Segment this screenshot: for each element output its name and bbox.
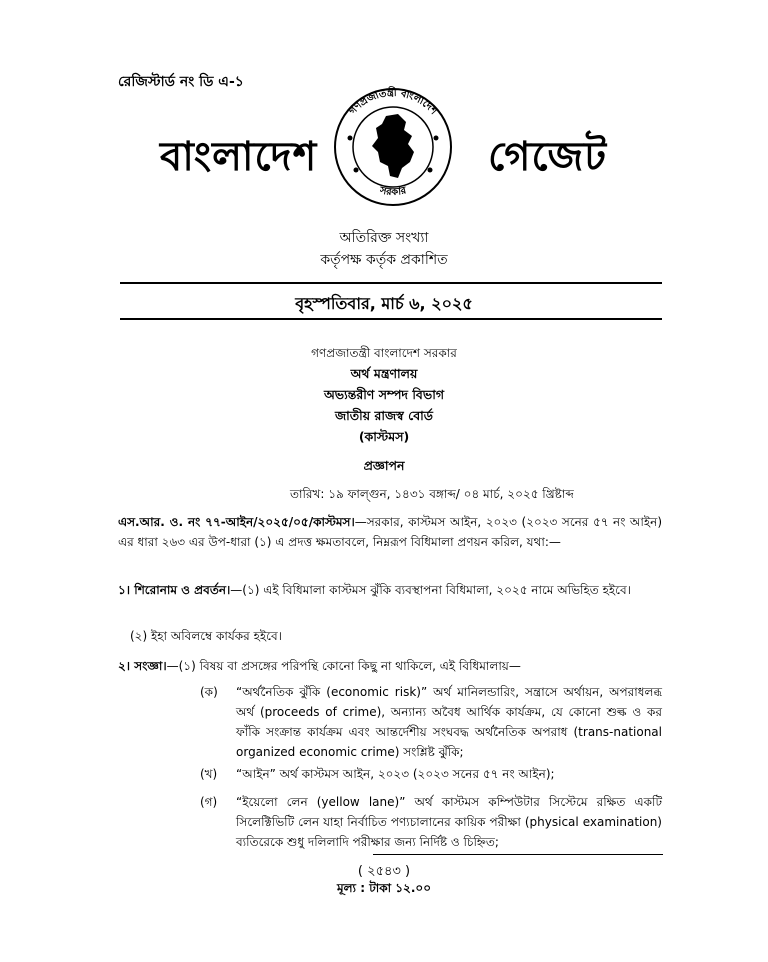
- section-1-text: —(১) এই বিধিমালা কাস্টমস ঝুঁকি ব্যবস্থাপনা বিধিমালা, ২০২৫ নামে অভিহিত হইবে।: [230, 583, 631, 597]
- extraordinary-issue: অতিরিক্ত সংখ্যা: [339, 230, 429, 246]
- ministry-name: অর্থ মন্ত্রণালয়: [350, 366, 418, 381]
- page-number: ( ২৫৪৩ ): [357, 864, 411, 879]
- issue-date: বৃহস্পতিবার, মার্চ ৬, ২০২৫: [295, 294, 473, 313]
- sro-reference: এস.আর. ও. নং ৭৭-আইন/২০২৫/০৫/কাস্টমস।: [118, 515, 355, 529]
- footer-divider: [373, 854, 663, 855]
- definition-economic-risk: “অর্থনৈতিক ঝুঁকি (economic risk)” অর্থ মানিলন্ডারিং, সন্ত্রাসে অর্থায়ন, অপরাধলব্ধ অর্থ (proceeds of crime), অন্যান্য অবৈধ আর্থিক কার্যক্রম, যে কোনো শুল্ক ও কর ফাঁকি সংক্রান্ত কার্যক্রম এবং আন্তর্দেশীয় সংঘবদ্ধ অর্থনৈতিক অপরাধ (trans-national organized economic crime) সংশ্লিষ্ট ঝুঁকি;: [236, 685, 662, 759]
- divider-top: [120, 282, 662, 284]
- wing-name: (কাস্টমস): [358, 429, 410, 444]
- division-name: অভ্যন্তরীণ সম্পদ বিভাগ: [323, 387, 445, 402]
- sro-text: —সরকার, কাস্টমস আইন, ২০২৩ (২০২৩ সনের ৫৭ নং আইন) এর ধারা ২৬৩ এর উপ-ধারা (১) এ প্রদত্ত ক্ষমতাবলে, নিম্নরূপ বিধিমালা প্রণয়ন করিল, যথা:—: [118, 515, 662, 549]
- price: মূল্য : টাকা ১২.০০: [336, 881, 432, 895]
- item-label-kha: (খ): [200, 767, 218, 781]
- government-name: গণপ্রজাতন্ত্রী বাংলাদেশ সরকার: [311, 346, 457, 360]
- gazette-title-left: বাংলাদেশ: [160, 134, 318, 180]
- section-2-text: —(১) বিষয় বা প্রসঙ্গের পরিপন্থি কোনো কিছু না থাকিলে, এই বিধিমালায়—: [166, 659, 521, 673]
- gazette-title-right: গেজেট: [488, 134, 608, 180]
- government-seal-icon: [328, 86, 458, 208]
- registration-number: রেজিস্টার্ড নং ডি এ-১: [118, 74, 244, 90]
- section-2-paragraph: [118, 656, 662, 676]
- section-1-subclause-2: (২) ইহা অবিলম্বে কার্যকর হইবে।: [130, 629, 282, 643]
- published-by-authority: কর্তৃপক্ষ কর্তৃক প্রকাশিত: [320, 252, 448, 268]
- item-label-ga: (গ): [200, 795, 218, 809]
- sro-paragraph: [118, 512, 662, 552]
- notice-label: প্রজ্ঞাপন: [363, 458, 405, 473]
- seal-text-top: গণপ্রজাতন্ত্রী বাংলাদেশ: [347, 87, 439, 118]
- section-1-heading: ১। শিরোনাম ও প্রবর্তন।: [118, 583, 231, 597]
- notice-dateline: তারিখ: ১৯ ফাল্গুন, ১৪৩১ বঙ্গাব্দ/ ০৪ মার্চ, ২০২৫ খ্রিষ্টাব্দ: [290, 487, 574, 501]
- seal-text-bottom: সরকার: [378, 185, 408, 199]
- board-name: জাতীয় রাজস্ব বোর্ড: [335, 408, 433, 423]
- item-label-ka: (ক): [200, 685, 218, 699]
- section-1-paragraph: [118, 580, 662, 600]
- divider-bottom: [120, 318, 662, 320]
- definition-act: “আইন” অর্থ কাস্টমস আইন, ২০২৩ (২০২৩ সনের ৫৭ নং আইন);: [236, 767, 555, 781]
- svg-text:সরকার: [378, 185, 408, 198]
- svg-text:গণপ্রজাতন্ত্রী বাংলাদেশ: [347, 86, 439, 118]
- definition-yellow-lane: “ইয়েলো লেন (yellow lane)” অর্থ কাস্টমস কম্পিউটার সিস্টেমে রক্ষিত একটি সিলেক্টিভিটি লেন যাহা নির্বাচিত পণ্যচালানের কায়িক পরীক্ষা (physical examination) ব্যতিরেকে শুধু দলিলাদি পরীক্ষার জন্য নির্দিষ্ট ও চিহ্নিত;: [236, 795, 662, 849]
- section-2-heading: ২। সংজ্ঞা।: [118, 659, 167, 673]
